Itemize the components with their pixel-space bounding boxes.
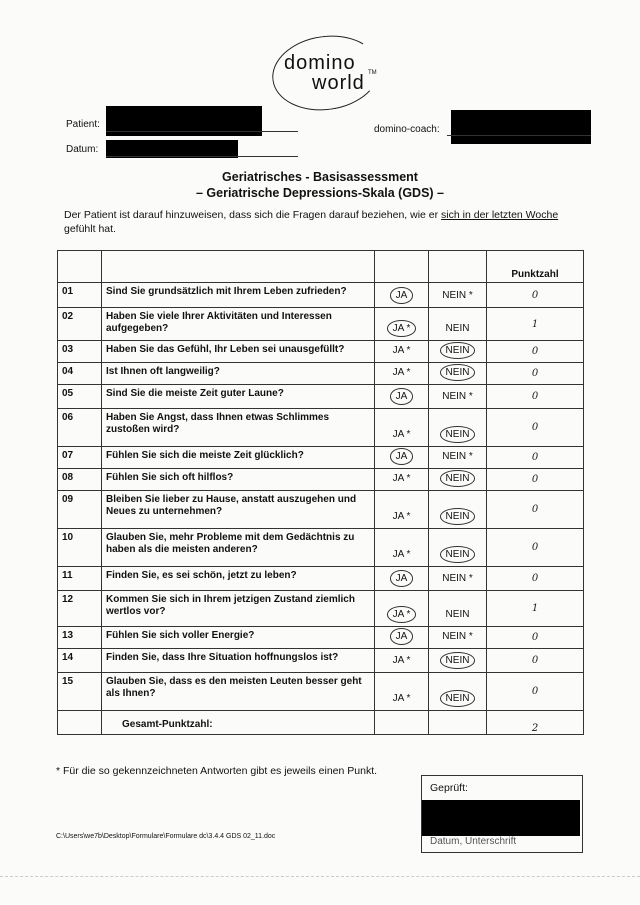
- answer-nein[interactable]: [429, 283, 487, 308]
- question-text: Fühlen Sie sich oft hilflos?: [102, 469, 375, 491]
- coach-field[interactable]: [447, 135, 591, 136]
- table-row: [58, 308, 584, 341]
- answer-ja-label: JA: [390, 448, 414, 465]
- answer-nein[interactable]: [429, 385, 487, 409]
- answer-nein-label: NEIN: [440, 546, 476, 563]
- coach-redaction: [451, 110, 591, 144]
- answer-ja-label: JA *: [387, 606, 417, 623]
- answer-ja[interactable]: [375, 567, 429, 591]
- answer-ja[interactable]: [375, 363, 429, 385]
- answer-ja-label: JA *: [392, 345, 411, 356]
- question-text: Bleiben Sie lieber zu Hause, anstatt auszugehen und Neues zu unternehmen?: [102, 491, 375, 529]
- question-number: 11: [58, 567, 102, 591]
- answer-nein-label: NEIN: [445, 323, 470, 334]
- scan-edge: [0, 876, 640, 877]
- answer-ja-label: JA: [390, 628, 414, 645]
- answer-nein-label: NEIN: [440, 342, 476, 359]
- answer-nein-label: NEIN: [440, 508, 476, 525]
- answer-nein-label: NEIN *: [442, 290, 473, 301]
- question-number: 03: [58, 341, 102, 363]
- table-row: [58, 469, 584, 491]
- points-value: 0: [487, 649, 584, 673]
- answer-ja[interactable]: [375, 341, 429, 363]
- answer-nein[interactable]: [429, 469, 487, 491]
- answer-nein-label: NEIN: [440, 652, 476, 669]
- question-text: Glauben Sie, dass es den meisten Leuten besser geht als Ihnen?: [102, 673, 375, 711]
- points-value: 0: [487, 341, 584, 363]
- answer-nein-label: NEIN *: [442, 391, 473, 402]
- answer-nein[interactable]: [429, 673, 487, 711]
- gds-table: [57, 250, 584, 735]
- question-number: 10: [58, 529, 102, 567]
- logo-trademark: TM: [368, 70, 377, 76]
- answer-nein[interactable]: [429, 308, 487, 341]
- datum-field[interactable]: [106, 156, 298, 157]
- points-value: 1: [487, 308, 584, 341]
- patient-label: Patient:: [66, 119, 100, 130]
- instruction-text: [64, 208, 584, 236]
- question-number: 05: [58, 385, 102, 409]
- points-value: 0: [487, 363, 584, 385]
- points-value: 0: [487, 409, 584, 447]
- answer-nein-label: NEIN *: [442, 451, 473, 462]
- form-subtitle: – Geriatrische Depressions-Skala (GDS) –: [195, 186, 445, 200]
- answer-ja[interactable]: [375, 308, 429, 341]
- question-text: Haben Sie Angst, dass Ihnen etwas Schlimmes zustoßen wird?: [102, 409, 375, 447]
- total-row: [58, 711, 584, 735]
- question-number: 04: [58, 363, 102, 385]
- answer-ja-label: JA *: [392, 655, 411, 666]
- date-signature-label: Datum, Unterschrift: [430, 836, 517, 847]
- answer-ja-label: JA: [390, 570, 414, 587]
- question-number: 07: [58, 447, 102, 469]
- answer-ja-label: JA: [390, 287, 414, 304]
- table-header-row: [58, 251, 584, 283]
- table-row: [58, 627, 584, 649]
- answer-nein-label: NEIN: [440, 426, 476, 443]
- question-text: Sind Sie die meiste Zeit guter Laune?: [102, 385, 375, 409]
- answer-ja[interactable]: [375, 491, 429, 529]
- answer-ja-label: JA *: [392, 473, 411, 484]
- question-text: Glauben Sie, mehr Probleme mit dem Gedächtnis zu haben als die meisten anderen?: [102, 529, 375, 567]
- domino-world-logo: [272, 30, 382, 110]
- instruction-underlined: sich in der letzten Woche: [441, 209, 559, 221]
- answer-nein-label: NEIN *: [442, 631, 473, 642]
- points-value: 0: [487, 627, 584, 649]
- answer-ja[interactable]: [375, 409, 429, 447]
- total-value: 2: [487, 711, 584, 735]
- answer-nein-label: NEIN *: [442, 573, 473, 584]
- question-text: Finden Sie, dass Ihre Situation hoffnungslos ist?: [102, 649, 375, 673]
- question-number: 02: [58, 308, 102, 341]
- table-row: [58, 341, 584, 363]
- question-text: Fühlen Sie sich die meiste Zeit glücklich?: [102, 447, 375, 469]
- table-row: [58, 591, 584, 627]
- answer-ja[interactable]: [375, 385, 429, 409]
- answer-ja[interactable]: [375, 283, 429, 308]
- table-row: [58, 447, 584, 469]
- answer-ja[interactable]: [375, 469, 429, 491]
- question-number: 09: [58, 491, 102, 529]
- question-text: Sind Sie grundsätzlich mit Ihrem Leben zufrieden?: [102, 283, 375, 308]
- table-row: [58, 409, 584, 447]
- points-value: 0: [487, 491, 584, 529]
- points-value: 0: [487, 567, 584, 591]
- points-value: 1: [487, 591, 584, 627]
- answer-nein-label: NEIN: [445, 609, 470, 620]
- patient-field[interactable]: [106, 131, 298, 132]
- footnote: * Für die so gekennzeichneten Antworten gibt es jeweils einen Punkt.: [56, 765, 378, 777]
- points-header: Punktzahl: [487, 251, 584, 283]
- answer-ja-label: JA *: [392, 429, 411, 440]
- question-number: 08: [58, 469, 102, 491]
- answer-nein[interactable]: [429, 649, 487, 673]
- instruction-after: gefühlt hat.: [64, 223, 116, 235]
- answer-nein[interactable]: [429, 409, 487, 447]
- answer-ja-label: JA *: [387, 320, 417, 337]
- table-row: [58, 649, 584, 673]
- question-number: 13: [58, 627, 102, 649]
- answer-nein[interactable]: [429, 363, 487, 385]
- logo-word-world: world: [312, 72, 365, 94]
- instruction-before: Der Patient ist darauf hinzuweisen, dass sich die Fragen darauf beziehen, wie er: [64, 209, 442, 221]
- answer-ja-label: JA *: [392, 549, 411, 560]
- answer-ja-label: JA *: [392, 511, 411, 522]
- answer-ja-label: JA *: [392, 367, 411, 378]
- coach-label: domino-coach:: [374, 124, 440, 135]
- points-value: 0: [487, 673, 584, 711]
- datum-label: Datum:: [66, 144, 99, 155]
- answer-nein[interactable]: [429, 591, 487, 627]
- logo-word-domino: domino: [284, 52, 356, 74]
- table-row: [58, 283, 584, 308]
- answer-nein[interactable]: [429, 529, 487, 567]
- answer-nein[interactable]: [429, 341, 487, 363]
- answer-nein-label: NEIN: [440, 364, 476, 381]
- question-text: Kommen Sie sich in Ihrem jetzigen Zustand ziemlich wertlos vor?: [102, 591, 375, 627]
- answer-nein[interactable]: [429, 447, 487, 469]
- form-title: Geriatrisches - Basisassessment: [222, 170, 418, 184]
- points-value: 0: [487, 469, 584, 491]
- table-row: [58, 491, 584, 529]
- answer-nein-label: NEIN: [440, 690, 476, 707]
- question-number: 15: [58, 673, 102, 711]
- question-text: Haben Sie viele Ihrer Aktivitäten und Interessen aufgegeben?: [102, 308, 375, 341]
- signature-redaction: [422, 800, 580, 836]
- answer-ja[interactable]: [375, 627, 429, 649]
- answer-ja-label: JA *: [392, 693, 411, 704]
- answer-ja[interactable]: [375, 591, 429, 627]
- question-number: 14: [58, 649, 102, 673]
- total-label: Gesamt-Punktzahl:: [102, 711, 375, 735]
- answer-nein[interactable]: [429, 627, 487, 649]
- file-path: C:\Users\we7b\Desktop\Formulare\Formulare dc\3.4.4 GDS 02_11.doc: [56, 833, 276, 840]
- points-value: 0: [487, 385, 584, 409]
- checked-label: Geprüft:: [430, 782, 468, 794]
- answer-ja[interactable]: [375, 673, 429, 711]
- points-value: 0: [487, 283, 584, 308]
- answer-nein[interactable]: [429, 567, 487, 591]
- table-row: [58, 673, 584, 711]
- question-number: 12: [58, 591, 102, 627]
- table-row: [58, 363, 584, 385]
- table-row: [58, 385, 584, 409]
- checked-box: [421, 775, 583, 853]
- answer-ja[interactable]: [375, 649, 429, 673]
- answer-ja[interactable]: [375, 529, 429, 567]
- answer-nein-label: NEIN: [440, 470, 476, 487]
- answer-ja[interactable]: [375, 447, 429, 469]
- question-text: Fühlen Sie sich voller Energie?: [102, 627, 375, 649]
- question-number: 01: [58, 283, 102, 308]
- question-text: Ist Ihnen oft langweilig?: [102, 363, 375, 385]
- answer-nein[interactable]: [429, 491, 487, 529]
- points-value: 0: [487, 447, 584, 469]
- answer-ja-label: JA: [390, 388, 414, 405]
- table-row: [58, 567, 584, 591]
- points-value: 0: [487, 529, 584, 567]
- question-text: Finden Sie, es sei schön, jetzt zu leben?: [102, 567, 375, 591]
- table-row: [58, 529, 584, 567]
- question-number: 06: [58, 409, 102, 447]
- question-text: Haben Sie das Gefühl, Ihr Leben sei unausgefüllt?: [102, 341, 375, 363]
